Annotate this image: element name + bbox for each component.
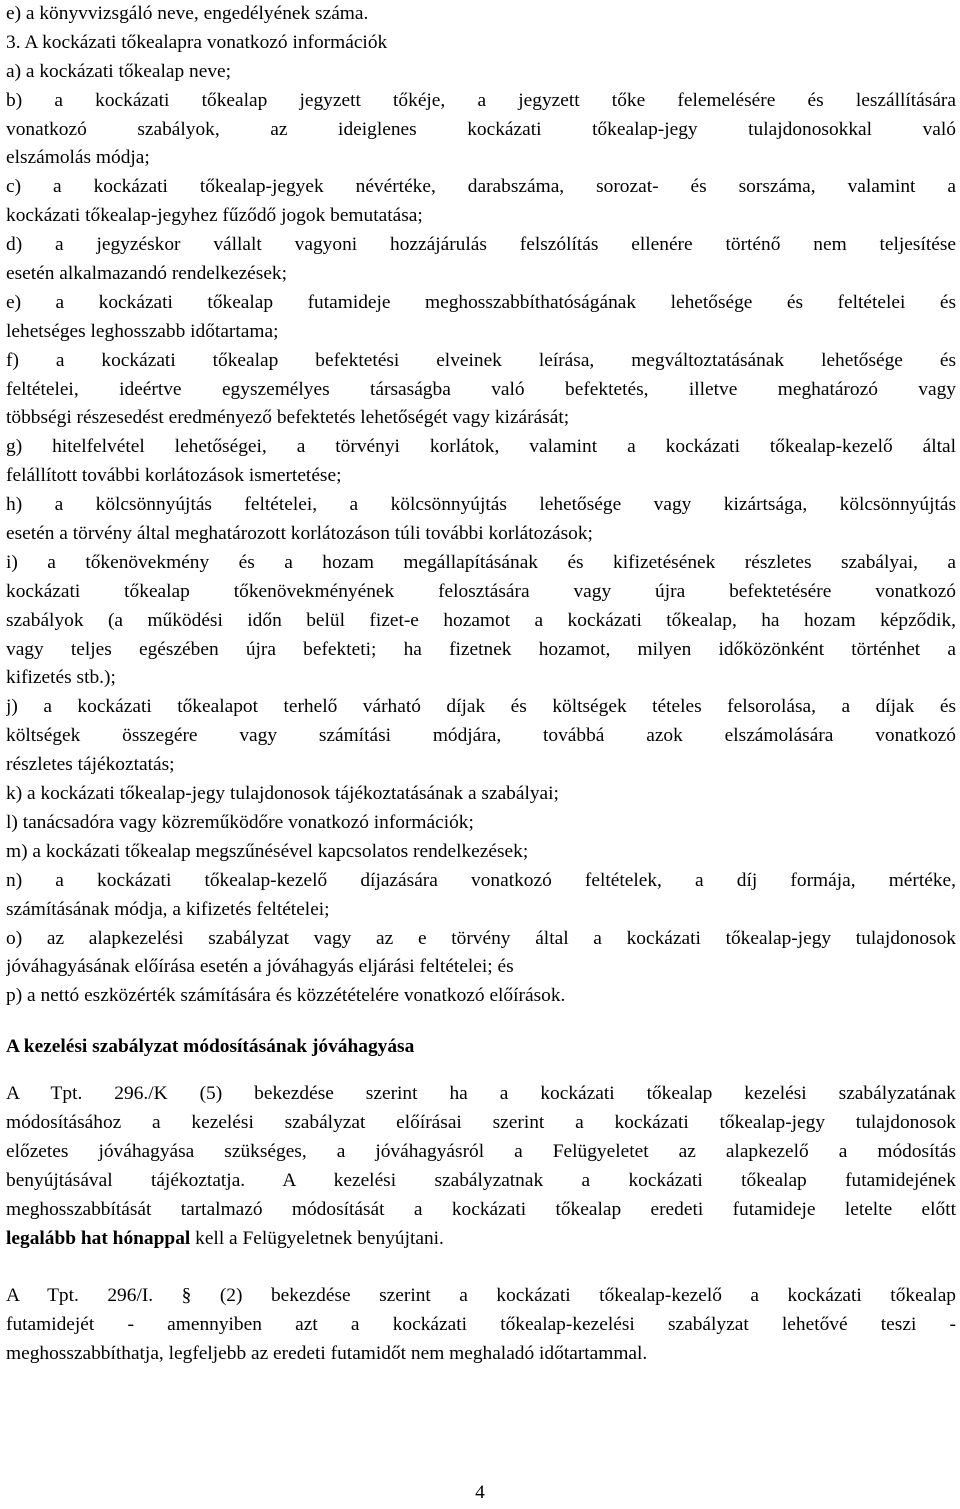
list-line: számításának módja, a kifizetés feltételei; <box>6 898 330 920</box>
list-line: j) a kockázati tőkealapot terhelő várható díjak és költségek tételes felsorolása, a díjak és <box>6 696 956 718</box>
list-line: d) a jegyzéskor vállalt vagyoni hozzájárulás felszólítás ellenére történő nem teljesítése <box>6 234 956 256</box>
section-heading: 3. A kockázati tőkealapra vonatkozó információk <box>6 31 388 53</box>
list-line: g) hitelfelvétel lehetőségei, a törvényi korlátok, valamint a kockázati tőkealap-kezelő által <box>6 436 956 458</box>
list-line: k) a kockázati tőkealap-jegy tulajdonosok tájékoztatásának a szabályai; <box>6 783 559 805</box>
list-line: lehetséges leghosszabb időtartama; <box>6 320 279 342</box>
list-line: költségek összegére vagy számítási módjára, továbbá azok elszámolására vonatkozó <box>6 725 956 747</box>
paragraph-line: futamidejét - amennyiben azt a kockázati tőkealap-kezelési szabályzat lehetővé teszi - <box>6 1314 956 1336</box>
list-line: kockázati tőkealap-jegyhez fűződő jogok bemutatása; <box>6 205 423 227</box>
subheading: A kezelési szabályzat módosításának jóváhagyása <box>6 1036 415 1058</box>
paragraph-line: előzetes jóváhagyása szükséges, a jóváhagyásról a Felügyeletet az alapkezelő a módosítás <box>6 1140 956 1162</box>
list-line: felállított további korlátozások ismertetése; <box>6 465 342 487</box>
bold-deadline: legalább hat hónappal <box>6 1227 191 1249</box>
page-number: 4 <box>475 1482 485 1503</box>
list-item-e-auditor: e) a könyvvizsgáló neve, engedélyének száma. <box>6 3 369 24</box>
list-line: a) a kockázati tőkealap neve; <box>6 60 232 82</box>
list-line: b) a kockázati tőkealap jegyzett tőkéje, a jegyzett tőke felemelésére és leszállítására <box>6 89 956 111</box>
paragraph-line: A Tpt. 296/I. § (2) bekezdése szerint a kockázati tőkealap-kezelő a kockázati tőkealap <box>6 1285 956 1307</box>
list-line: i) a tőkenövekmény és a hozam megállapításának és kifizetésének részletes szabályai, a <box>6 551 956 573</box>
list-line: p) a nettó eszközérték számítására és közzétételére vonatkozó előírások. <box>6 985 566 1007</box>
list-line: kifizetés stb.); <box>6 667 116 689</box>
paragraph-tpt-296k <box>6 1080 956 1224</box>
list-line: m) a kockázati tőkealap megszűnésével kapcsolatos rendelkezések; <box>6 840 529 862</box>
paragraph-line: benyújtásával tájékoztatja. A kezelési szabályzatnak a kockázati tőkealap futamidejének <box>6 1169 956 1191</box>
paragraph-tpt-296i <box>6 1282 956 1369</box>
list-line: e) a kockázati tőkealap futamideje meghosszabbíthatóságának lehetősége és feltételei és <box>6 291 956 313</box>
list-line: vonatkozó szabályok, az ideiglenes kockázati tőkealap-jegy tulajdonosokkal való <box>6 118 956 140</box>
paragraph-line: meghosszabbítását tartalmazó módosítását a kockázati tőkealap eredeti futamideje letelte előtt <box>6 1198 956 1220</box>
list-line: esetén a törvény által meghatározott korlátozáson túli további korlátozások; <box>6 523 593 545</box>
information-list <box>6 58 956 1011</box>
list-line: részletes tájékoztatás; <box>6 754 175 776</box>
list-line: kockázati tőkealap tőkenövekményének felosztására vagy újra befektetésére vonatkozó <box>6 580 956 602</box>
list-line: elszámolás módja; <box>6 147 150 169</box>
list-line: o) az alapkezelési szabályzat vagy az e törvény által a kockázati tőkealap-jegy tulajdonosok <box>6 927 956 949</box>
paragraph-line: meghosszabbíthatja, legfeljebb az eredeti futamidőt nem meghaladó időtartammal. <box>6 1343 648 1365</box>
list-line: feltételei, ideértve egyszemélyes társaságba való befektetés, illetve meghatározó vagy <box>6 378 956 400</box>
list-line: h) a kölcsönnyújtás feltételei, a kölcsönnyújtás lehetősége vagy kizártsága, kölcsönnyújtás <box>6 494 956 516</box>
list-line: l) tanácsadóra vagy közreműködőre vonatkozó információk; <box>6 811 474 833</box>
list-line: esetén alkalmazandó rendelkezések; <box>6 263 288 285</box>
paragraph-line <box>6 1225 956 1254</box>
list-line: szabályok (a működési időn belül fizet-e hozamot a kockázati tőkealap, ha hozam képződik, <box>6 609 956 631</box>
paragraph-line: módosításához a kezelési szabályzat előírásai szerint a kockázati tőkealap-jegy tulajdonosok <box>6 1111 956 1133</box>
list-line: jóváhagyásának előírása esetén a jóváhagyás eljárási feltételei; és <box>6 956 514 978</box>
paragraph-line-rest: kell a Felügyeletnek benyújtani. <box>190 1227 444 1249</box>
list-line: f) a kockázati tőkealap befektetési elveinek leírása, megváltoztatásának lehetősége és <box>6 349 956 371</box>
list-line: többségi részesedést eredményező befektetés lehetőségét vagy kizárását; <box>6 407 570 429</box>
list-line: vagy teljes egészében újra befekteti; ha fizetnek hozamot, milyen időközönként történhet a <box>6 638 956 660</box>
document-page <box>6 0 956 1369</box>
paragraph-line: A Tpt. 296./K (5) bekezdése szerint ha a kockázati tőkealap kezelési szabályzatának <box>6 1083 956 1105</box>
list-line: c) a kockázati tőkealap-jegyek névértéke, darabszáma, sorozat- és sorszáma, valamint a <box>6 176 956 198</box>
list-line: n) a kockázati tőkealap-kezelő díjazására vonatkozó feltételek, a díj formája, mértéke, <box>6 869 956 891</box>
